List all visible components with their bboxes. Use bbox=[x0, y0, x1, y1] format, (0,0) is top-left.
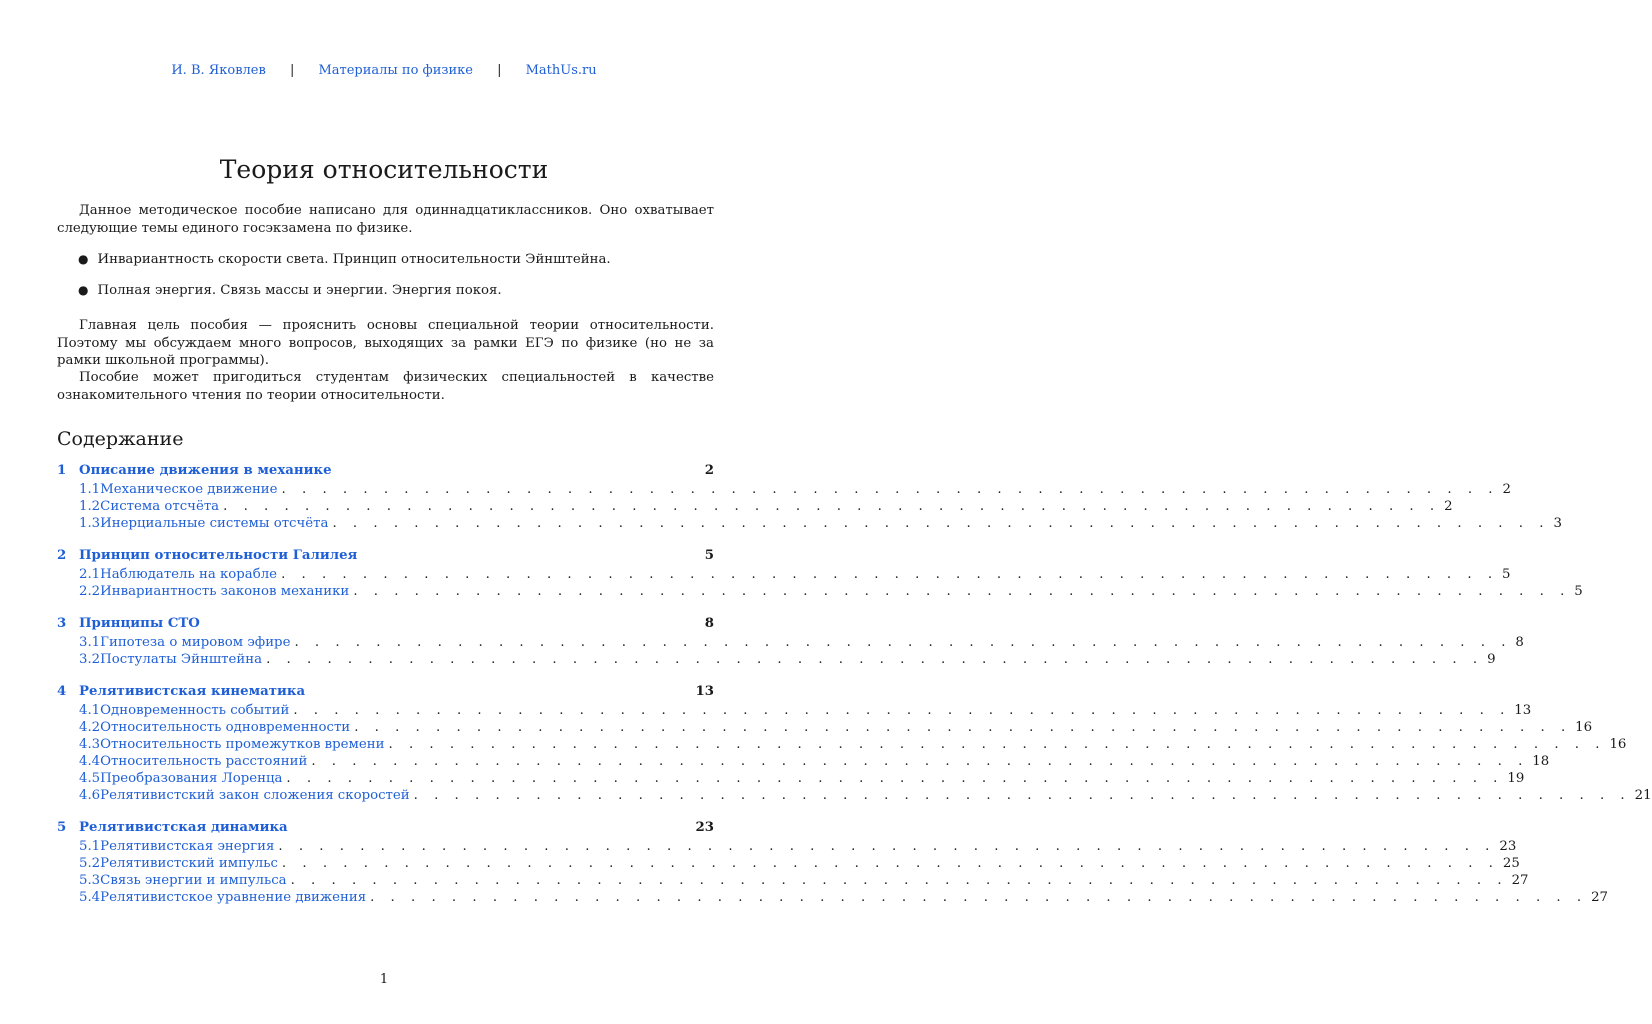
bullet-text: Инвариантность скорости света. Принцип относительности Эйнштейна. bbox=[97, 252, 611, 267]
toc-section-title: Принципы СТО bbox=[79, 616, 200, 631]
toc-subsection-number: 4.3 bbox=[79, 737, 101, 752]
bullet-icon: ● bbox=[78, 283, 89, 297]
toc-section-link[interactable] bbox=[57, 463, 714, 482]
toc-section-page: 2 bbox=[704, 463, 714, 478]
toc-subsection-number: 5.2 bbox=[79, 856, 101, 871]
site-link[interactable]: MathUs.ru bbox=[525, 63, 597, 78]
toc-section-page: 23 bbox=[695, 820, 714, 835]
toc-leader-dots: . . . . . . . . . . . . . . . . . . . . . . . . . . . . . . . . . . . . . . . . . . . . . . . . . . . . . . . . . . . . bbox=[266, 652, 1484, 667]
toc-subsection-page: 16 bbox=[1609, 737, 1627, 752]
toc-section-link[interactable] bbox=[57, 820, 714, 839]
bullet-item bbox=[78, 252, 611, 267]
toc-leader-dots: . . . . . . . . . . . . . . . . . . . . . . . . . . . . . . . . . . . . . . . . . . . . . . . . . . . . . . . . . . . . bbox=[278, 839, 1496, 854]
toc-section-title: Релятивистская динамика bbox=[79, 820, 288, 835]
toc-subsection-number: 4.4 bbox=[79, 754, 101, 769]
toc-leader-dots: . . . . . . . . . . . . . . . . . . . . . . . . . . . . . . . . . . . . . . . . . . . . . . . . . . . . . . . . . . . . bbox=[413, 788, 1631, 803]
bullet-item bbox=[78, 283, 502, 298]
toc-section-page: 13 bbox=[695, 684, 714, 699]
toc-leader-dots: . . . . . . . . . . . . . . . . . . . . . . . . . . . . . . . . . . . . . . . . . . . . . . . . . . . . . . . . . . . . bbox=[223, 499, 1441, 514]
toc-subsection-link[interactable] bbox=[57, 516, 1562, 533]
toc-section-number: 1 bbox=[57, 463, 67, 478]
toc-subsection-link[interactable] bbox=[57, 567, 1511, 584]
header-separator: | bbox=[497, 63, 502, 78]
audience-paragraph: Пособие может пригодиться студентам физических специальностей в качестве ознакомительного чтения по теории относительности. bbox=[57, 370, 714, 403]
toc-subsection-page: 8 bbox=[1515, 635, 1524, 650]
toc-subsection-title: Инерциальные системы отсчёта bbox=[100, 516, 329, 531]
toc-section-link[interactable] bbox=[57, 684, 714, 703]
toc-subsection-number: 4.2 bbox=[79, 720, 101, 735]
toc-subsection-page: 13 bbox=[1514, 703, 1532, 718]
toc-subsection-title: Постулаты Эйнштейна bbox=[100, 652, 263, 667]
toc-subsection-title: Наблюдатель на корабле bbox=[100, 567, 278, 582]
toc-subsection-title: Механическое движение bbox=[100, 482, 278, 497]
toc-subsection-page: 25 bbox=[1502, 856, 1520, 871]
toc-leader-dots: . . . . . . . . . . . . . . . . . . . . . . . . . . . . . . . . . . . . . . . . . . . . . . . . . . . . . . . . . . . . bbox=[294, 635, 1512, 650]
toc-subsection-number: 4.1 bbox=[79, 703, 101, 718]
toc-subsection-title: Релятивистское уравнение движения bbox=[100, 890, 367, 905]
toc-heading: Содержание bbox=[57, 428, 184, 450]
toc-subsection-page: 19 bbox=[1507, 771, 1525, 786]
toc-section-title: Описание движения в механике bbox=[79, 463, 332, 478]
toc-subsection-number: 2.1 bbox=[79, 567, 101, 582]
toc-subsection-page: 27 bbox=[1591, 890, 1608, 905]
toc-subsection-number: 2.2 bbox=[79, 584, 101, 599]
author-link[interactable]: И. В. Яковлев bbox=[171, 63, 266, 78]
toc-subsection-number: 3.2 bbox=[79, 652, 101, 667]
toc-leader-dots: . . . . . . . . . . . . . . . . . . . . . . . . . . . . . . . . . . . . . . . . . . . . . . . . . . . . . . . . . . . . bbox=[311, 754, 1529, 769]
toc-section-number: 2 bbox=[57, 548, 67, 563]
toc-subsection-title: Система отсчёта bbox=[100, 499, 220, 514]
toc-leader-dots: . . . . . . . . . . . . . . . . . . . . . . . . . . . . . . . . . . . . . . . . . . . . . . . . . . . . . . . . . . . . bbox=[281, 856, 1499, 871]
materials-link[interactable]: Материалы по физике bbox=[318, 63, 473, 78]
toc-subsection-page: 16 bbox=[1575, 720, 1593, 735]
toc-subsection-number: 4.6 bbox=[79, 788, 101, 803]
toc-subsection-title: Преобразования Лоренца bbox=[100, 771, 283, 786]
toc-section bbox=[57, 616, 1524, 669]
toc-section-title: Принцип относительности Галилея bbox=[79, 548, 358, 563]
toc-subsection-link[interactable] bbox=[57, 635, 1524, 652]
toc-subsection-page: 9 bbox=[1487, 652, 1496, 667]
toc-leader-dots: . . . . . . . . . . . . . . . . . . . . . . . . . . . . . . . . . . . . . . . . . . . . . . . . . . . . . . . . . . . . bbox=[353, 584, 1571, 599]
toc-section bbox=[57, 820, 1608, 907]
toc-subsection-title: Релятивистская энергия bbox=[100, 839, 275, 854]
toc-subsection-page: 3 bbox=[1553, 516, 1562, 531]
toc-leader-dots: . . . . . . . . . . . . . . . . . . . . . . . . . . . . . . . . . . . . . . . . . . . . . . . . . . . . . . . . . . . . bbox=[354, 720, 1572, 735]
toc-subsection-page: 5 bbox=[1574, 584, 1583, 599]
bullet-icon: ● bbox=[78, 252, 89, 266]
toc-subsection-link[interactable] bbox=[57, 652, 1496, 669]
intro-paragraph: Данное методическое пособие написано для одиннадцатиклассников. Оно охватывает следующие темы единого госэкзамена по физике. bbox=[57, 203, 714, 236]
toc-subsection-link[interactable] bbox=[57, 737, 1627, 754]
toc-leader-dots: . . . . . . . . . . . . . . . . . . . . . . . . . . . . . . . . . . . . . . . . . . . . . . . . . . . . . . . . . . . . bbox=[370, 890, 1588, 905]
toc-subsection-title: Относительность одновременности bbox=[100, 720, 351, 735]
toc-section-link[interactable] bbox=[57, 548, 714, 567]
toc-subsection-number: 5.1 bbox=[79, 839, 101, 854]
toc-subsection-number: 1.2 bbox=[79, 499, 101, 514]
toc-section-page: 5 bbox=[704, 548, 714, 563]
toc-leader-dots: . . . . . . . . . . . . . . . . . . . . . . . . . . . . . . . . . . . . . . . . . . . . . . . . . . . . . . . . . . . . bbox=[293, 703, 1511, 718]
toc-subsection-number: 1.3 bbox=[79, 516, 101, 531]
toc-subsection-link[interactable] bbox=[57, 720, 1593, 737]
toc-subsection-number: 1.1 bbox=[79, 482, 101, 497]
toc-subsection-title: Одновременность событий bbox=[100, 703, 290, 718]
page-number: 1 bbox=[379, 972, 389, 987]
toc-leader-dots: . . . . . . . . . . . . . . . . . . . . . . . . . . . . . . . . . . . . . . . . . . . . . . . . . . . . . . . . . . . . bbox=[332, 516, 1550, 531]
toc-subsection-title: Связь энергии и импульса bbox=[100, 873, 287, 888]
toc-subsection-page: 18 bbox=[1532, 754, 1550, 769]
toc-section-link[interactable] bbox=[57, 616, 714, 635]
bullet-text: Полная энергия. Связь массы и энергии. Энергия покоя. bbox=[97, 283, 502, 298]
toc-subsection-page: 23 bbox=[1499, 839, 1517, 854]
toc-subsection-link[interactable] bbox=[57, 584, 1583, 601]
toc-subsection-page: 2 bbox=[1444, 499, 1453, 514]
toc-leader-dots: . . . . . . . . . . . . . . . . . . . . . . . . . . . . . . . . . . . . . . . . . . . . . . . . . . . . . . . . . . . . bbox=[286, 771, 1504, 786]
toc-subsection-link[interactable] bbox=[57, 856, 1520, 873]
table-of-contents bbox=[57, 463, 1652, 922]
toc-subsection-title: Относительность промежутков времени bbox=[100, 737, 385, 752]
toc-subsection-link[interactable] bbox=[57, 499, 1453, 516]
toc-section-number: 3 bbox=[57, 616, 67, 631]
toc-section bbox=[57, 463, 1562, 533]
page-header bbox=[0, 63, 768, 78]
toc-subsection-link[interactable] bbox=[57, 873, 1529, 890]
document-title: Теория относительности bbox=[219, 154, 549, 184]
toc-section bbox=[57, 684, 1652, 805]
toc-subsection-title: Инвариантность законов механики bbox=[100, 584, 350, 599]
toc-section-number: 5 bbox=[57, 820, 67, 835]
toc-subsection-link[interactable] bbox=[57, 703, 1532, 720]
toc-subsection-link[interactable] bbox=[57, 890, 1608, 907]
toc-subsection-link[interactable] bbox=[57, 771, 1525, 788]
toc-subsection-link[interactable] bbox=[57, 754, 1550, 771]
toc-subsection-number: 5.4 bbox=[79, 890, 101, 905]
toc-subsection-title: Гипотеза о мировом эфире bbox=[100, 635, 291, 650]
toc-section-title: Релятивистская кинематика bbox=[79, 684, 306, 699]
toc-subsection-page: 21 bbox=[1634, 788, 1652, 803]
toc-section bbox=[57, 548, 1583, 601]
toc-section-page: 8 bbox=[704, 616, 714, 631]
toc-section-number: 4 bbox=[57, 684, 67, 699]
toc-subsection-number: 3.1 bbox=[79, 635, 101, 650]
toc-leader-dots: . . . . . . . . . . . . . . . . . . . . . . . . . . . . . . . . . . . . . . . . . . . . . . . . . . . . . . . . . . . . bbox=[281, 567, 1499, 582]
toc-subsection-link[interactable] bbox=[57, 839, 1517, 856]
header-separator: | bbox=[289, 63, 295, 78]
toc-subsection-title: Релятивистский закон сложения скоростей bbox=[100, 788, 410, 803]
toc-leader-dots: . . . . . . . . . . . . . . . . . . . . . . . . . . . . . . . . . . . . . . . . . . . . . . . . . . . . . . . . . . . . bbox=[388, 737, 1606, 752]
toc-subsection-page: 2 bbox=[1502, 482, 1511, 497]
toc-subsection-title: Релятивистский импульс bbox=[100, 856, 278, 871]
toc-subsection-title: Относительность расстояний bbox=[100, 754, 308, 769]
toc-subsection-number: 5.3 bbox=[79, 873, 101, 888]
toc-subsection-page: 27 bbox=[1511, 873, 1529, 888]
toc-leader-dots: . . . . . . . . . . . . . . . . . . . . . . . . . . . . . . . . . . . . . . . . . . . . . . . . . . . . . . . . . . . . bbox=[281, 482, 1499, 497]
toc-subsection-link[interactable] bbox=[57, 482, 1511, 499]
goal-paragraph: Главная цель пособия — прояснить основы специальной теории относительности. Поэтому мы обсуждаем много вопросов, выходящих за рамки ЕГЭ по физике (но не за рамки школьной программы). bbox=[57, 318, 714, 368]
toc-subsection-page: 5 bbox=[1502, 567, 1511, 582]
toc-subsection-link[interactable] bbox=[57, 788, 1652, 805]
toc-leader-dots: . . . . . . . . . . . . . . . . . . . . . . . . . . . . . . . . . . . . . . . . . . . . . . . . . . . . . . . . . . . . bbox=[290, 873, 1508, 888]
toc-subsection-number: 4.5 bbox=[79, 771, 101, 786]
